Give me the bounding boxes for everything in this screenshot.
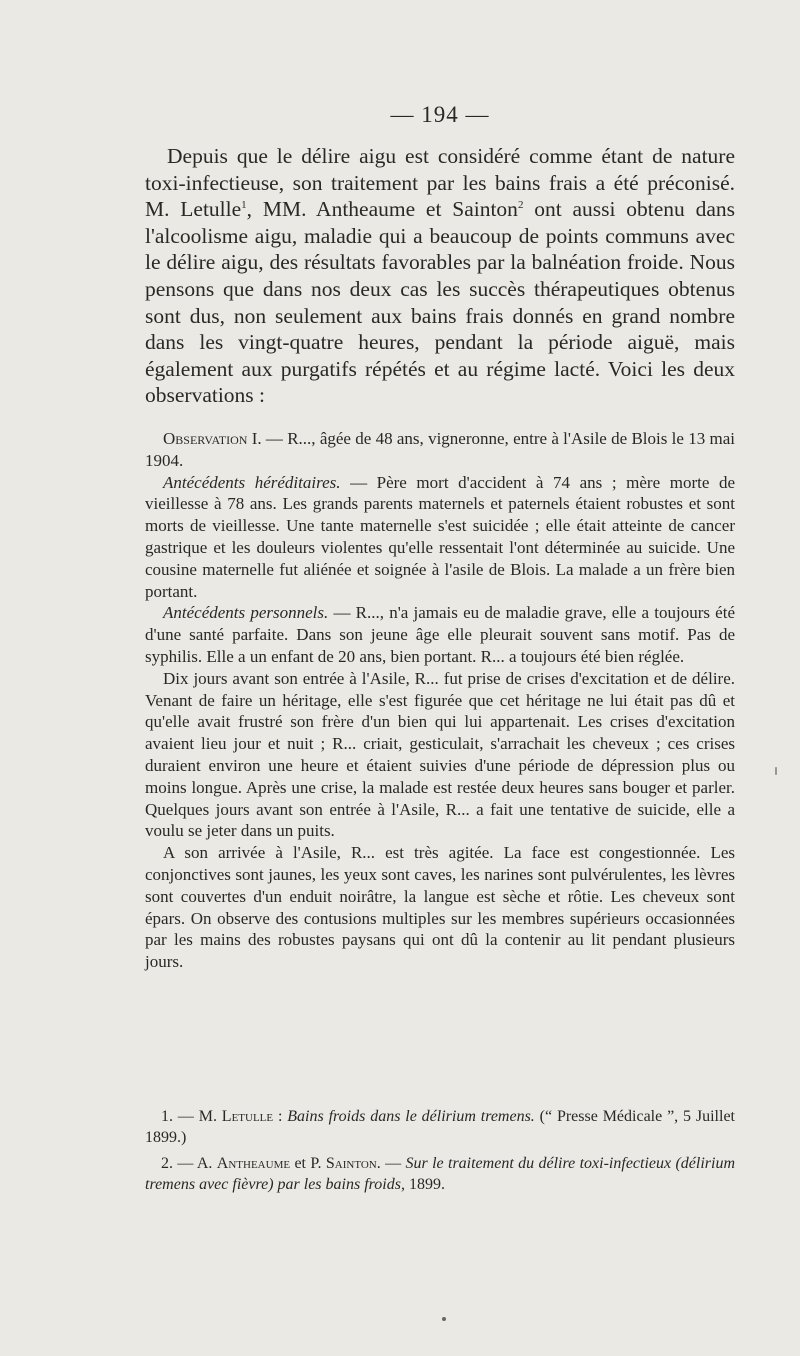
ink-speck [775,767,777,775]
ink-speck [442,1317,446,1321]
footnote-ref-2: 2 [517,199,524,212]
personal-history: Antécédents personnels. — R..., n'a jamais eu de maladie grave, elle a toujours été d'une santé parfaite. Dans son jeune âge elle pleurait souvent sans motif. Pas de syphilis. Elle a un enfant de 20 ans, bien portant. R... a toujours été bien réglée. [145,603,735,666]
arrival-paragraph: A son arrivée à l'Asile, R... est très agitée. La face est congestionnée. Les conjonctives sont jaunes, les yeux sont caves, les narines sont pulvérulentes, les lèvres sont couvertes d'un enduit noirâtre, la langue est sèche et rôtie. Les cheveux sont épars. On observe des contusions multiples sur les membres supérieurs occasionnées par les mains des robustes paysans qui ont dû la contenir au lit pendant plusieurs jours. [145,843,735,972]
intro-paragraph [145,143,735,409]
hereditary-history: Antécédents héréditaires. — Père mort d'accident à 74 ans ; mère morte de vieillesse à 78 ans. Les grands parents maternels et paternels étaient robustes et sont morts de vieillesse. Une tante maternelle s'est suicidée ; elle était atteinte de cancer gastrique et les douleurs violentes qu'elle ressentait l'ont déterminée au suicide. Une cousine maternelle fut aliénée et soignée à l'asile de Blois. La malade a un frère bien portant. [145,472,735,601]
footnotes [145,1106,735,1200]
observation-section [145,428,735,973]
page-number: — 194 — [390,102,490,127]
hereditary-label: Antécédents héréditaires. [163,472,341,492]
personal-label: Antécédents personnels. [163,603,329,623]
intro-text: Depuis que le délire aigu est considéré comme étant de nature toxi-infectieuse, son traitement par les bains frais a été préconisé. M. Letulle$^1$, MM. Antheaume et Sainton$^2$ ont aussi obtenu dans l'alcoolisme aigu, maladie qui a beaucoup de points communs avec le délire aigu, des résultats favorables par la balnéation froide. Nous pensons que dans nos deux cas les succès thérapeutiques obtenus sont dus, non seulement aux bains frais donnés en grand nombre dans les vingt-quatre heures, pendant la période aiguë, mais également aux purgatifs répétés et au régime lacté. Voici les deux observations : [145,144,735,408]
observation-title: Observation I. [163,429,262,448]
observation-heading: Observation I. — R..., âgée de 48 ans, vigneronne, entre à l'Asile de Blois le 13 mai 1904. [145,429,735,470]
footnote-ref-1: 1 [241,199,247,212]
onset-paragraph: Dix jours avant son entrée à l'Asile, R... fut prise de crises d'excitation et de délire. Venant de faire un héritage, elle s'est figurée que cet héritage ne lui était pas dû et qu'elle avait frustré son frère d'un bien qui lui appartenait. Les crises d'excitation avaient lieu jour et nuit ; R... criait, gesticulait, s'arrachait les cheveux ; ces crises duraient environ une heure et étaient suivies d'une période de dépression plus ou moins longue. Après une crise, la malade est restée deux heures sans bouger et parler. Quelques jours avant son entrée à l'Asile, R... a fait une tentative de suicide, elle a voulu se jeter dans un puits. [145,668,735,841]
footnote-2: 2. — A. Antheaume et P. Sainton. — Sur le traitement du délire toxi-infectieux (délirium tremens avec fièvre) par les bains froids, 1899. [145,1155,736,1193]
footnote-1: 1. — M. Letulle : Bains froids dans le délirium tremens. (“ Presse Médicale ”, 5 Juillet 1899.) [145,1108,735,1146]
